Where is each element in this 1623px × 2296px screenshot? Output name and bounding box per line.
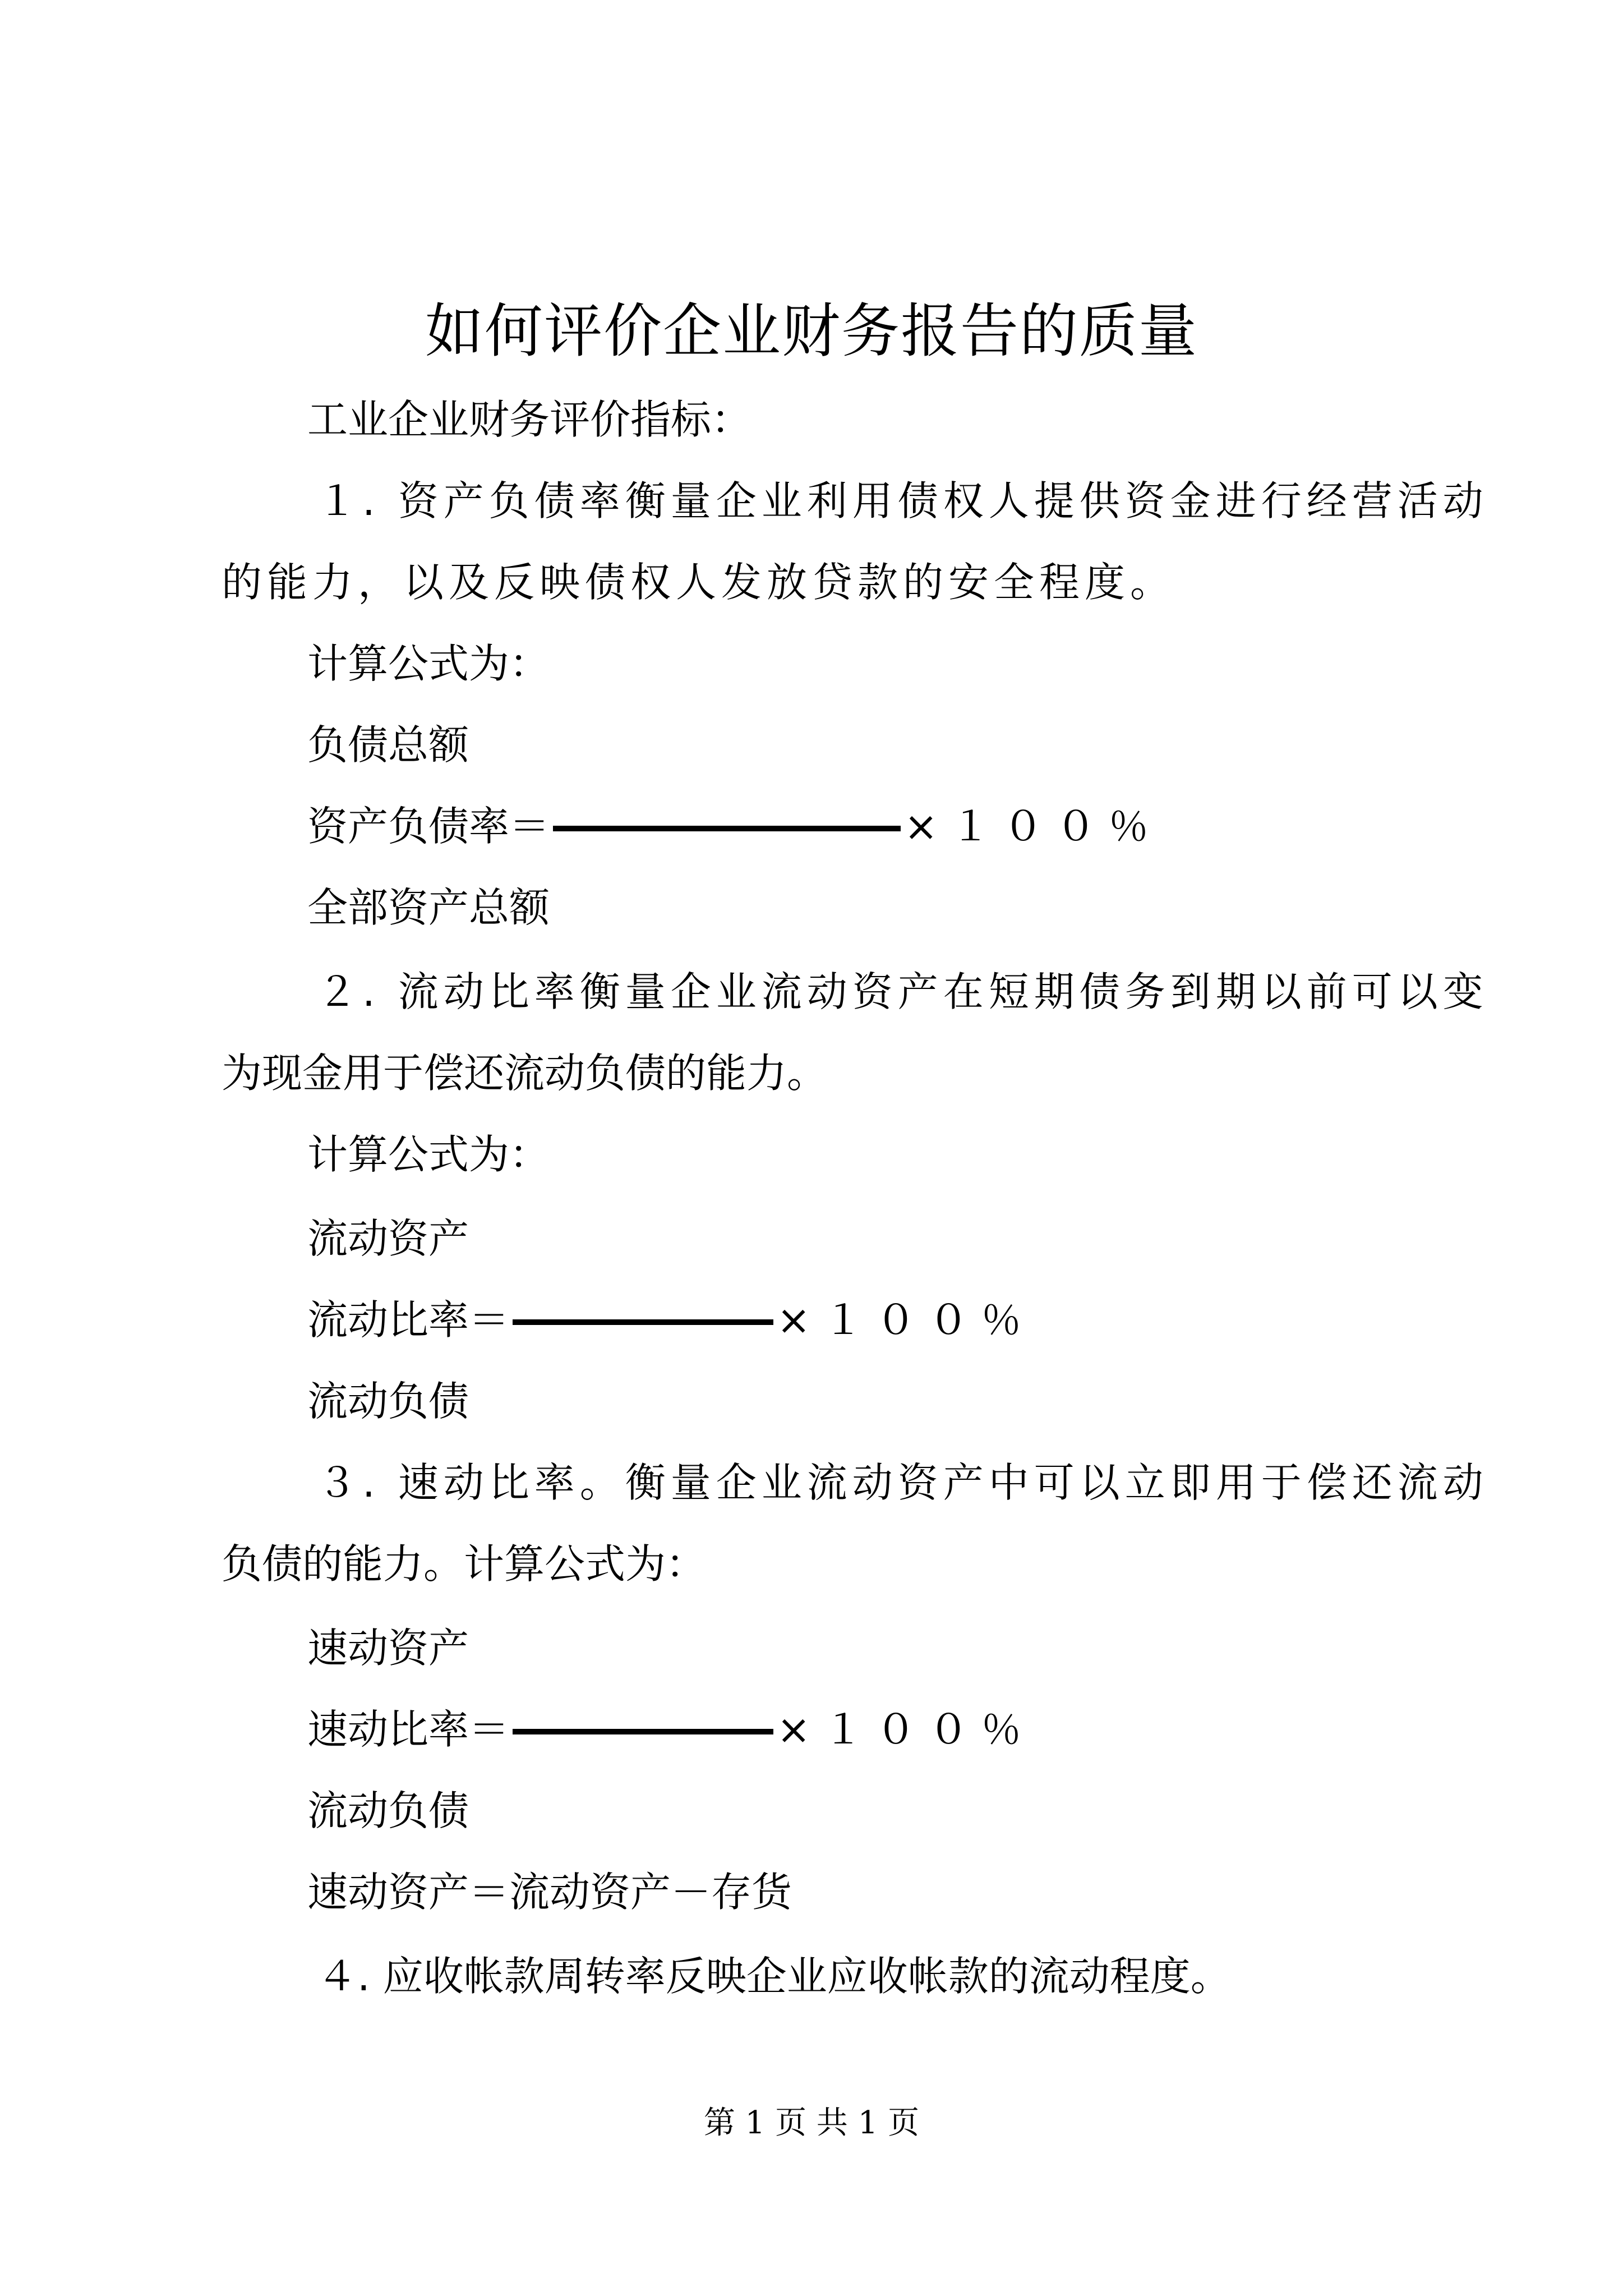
item3-formula-right: ×１００％ — [777, 1706, 1034, 1753]
item1-fraction-bar — [553, 826, 901, 831]
item1-formula-row — [307, 799, 1161, 853]
item2-formula-right: ×１００％ — [777, 1296, 1034, 1343]
item1-text-line1: １. 资产负债率衡量企业利用债权人提供资金进行经营活动 — [317, 477, 1488, 524]
item3-formula-row — [307, 1703, 1034, 1756]
item2-formula-numerator: 流动资产 — [307, 1215, 469, 1262]
item3-note: 速动资产＝流动资产－存货 — [307, 1869, 792, 1916]
item1-formula-right: ×１００％ — [904, 803, 1161, 850]
item2-formula-denominator: 流动负债 — [307, 1378, 469, 1425]
document-title: 如何评价企业财务报告的质量 — [425, 297, 1198, 365]
item3-formula-numerator: 速动资产 — [307, 1625, 469, 1672]
item2-fraction-bar — [513, 1319, 773, 1325]
item2-formula-row — [307, 1293, 1034, 1347]
item3-formula-denominator: 流动负债 — [307, 1787, 469, 1834]
item4-text-line1: ４. 应收帐款周转率反映企业应收帐款的流动程度。 — [317, 1953, 1231, 2000]
item1-text-line2: 的能力，以及反映债权人发放贷款的安全程度。 — [222, 559, 1176, 606]
item2-text-line2: 为现金用于偿还流动负债的能力。 — [222, 1050, 828, 1097]
item2-formula-left: 流动比率＝ — [307, 1296, 510, 1343]
item1-formula-intro: 计算公式为： — [307, 640, 550, 687]
item1-formula-denominator: 全部资产总额 — [307, 884, 550, 931]
item3-text-line1: ３. 速动比率。衡量企业流动资产中可以立即用于偿还流动 — [317, 1459, 1488, 1506]
item2-text-line1: ２. 流动比率衡量企业流动资产在短期债务到期以前可以变 — [317, 968, 1488, 1015]
item1-formula-numerator: 负债总额 — [307, 721, 469, 769]
intro-text: 工业企业财务评价指标： — [307, 396, 752, 443]
item3-text-line2: 负债的能力。计算公式为： — [222, 1540, 707, 1588]
item3-fraction-bar — [513, 1729, 773, 1734]
item2-formula-intro: 计算公式为： — [307, 1131, 550, 1178]
item3-formula-left: 速动比率＝ — [307, 1706, 510, 1753]
item1-formula-left: 资产负债率＝ — [307, 803, 550, 850]
page-footer: 第 1 页 共 1 页 — [703, 2105, 920, 2141]
